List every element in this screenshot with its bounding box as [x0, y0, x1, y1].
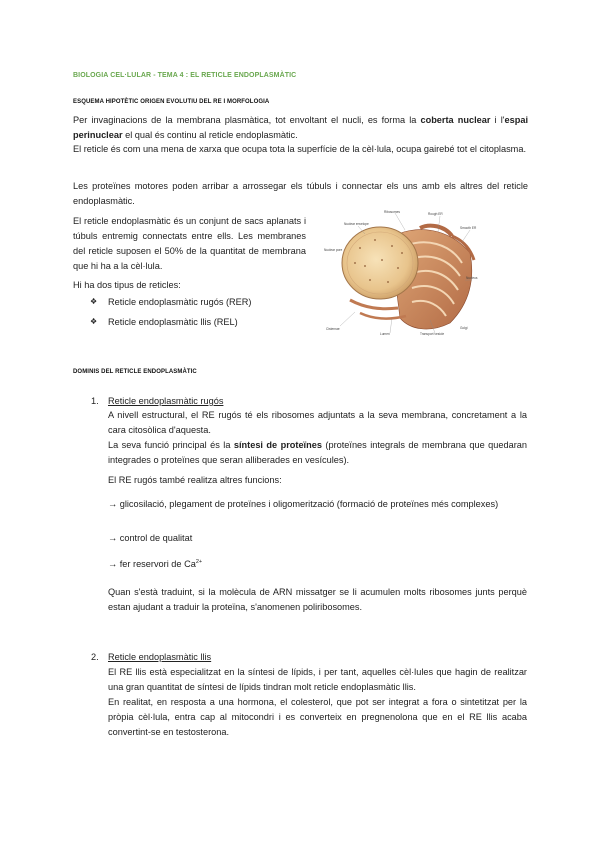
list-number: 2.: [91, 652, 99, 662]
list-item-text: Reticle endoplasmàtic llis (REL): [108, 317, 238, 327]
diamond-bullet-icon: ❖: [90, 317, 98, 326]
text-run: → fer reservori de Ca: [108, 559, 196, 570]
er-illustration-svg: [320, 208, 480, 338]
superscript: 2+: [195, 559, 203, 565]
paragraph-rer-function: [108, 438, 527, 468]
text-run: Per invaginacions de la membrana plasmàtica, tot envoltant el nucli, es forma la: [73, 115, 421, 125]
paragraph-rer-structure: A nivell estructural, el RE rugós té els ribosomes adjuntats a la seva membrana, concretament a la cara citosòlica d'aquesta.: [108, 410, 527, 435]
list-number: 1.: [91, 396, 99, 406]
paragraph-sacs-tubules: El reticle endoplasmàtic és un conjunt de sacs aplanats i túbuls entremig connectats entre ells. Les membranes del reticle suposen el 50% de la quantitat de membrana que hi ha a la cèl·lula.: [73, 216, 306, 271]
function-glycosylation: → glicosilació, plegament de proteïnes i oligomerització (formació de proteïnes més complexes): [108, 499, 499, 509]
function-calcium-reservoir: [108, 555, 527, 572]
text-run: (proteïnes integrals de membrana que quedaran integrades o proteïnes que seran alliberades en vesícules).: [108, 440, 527, 465]
er-illustration: [320, 208, 480, 338]
nucleus: [342, 227, 418, 299]
list-item: [90, 312, 310, 332]
document-title: BIOLOGIA CEL·LULAR - TEMA 4 : EL RETICLE ENDOPLASMÀTIC: [73, 72, 297, 79]
subheading-smooth-er: Reticle endoplasmàtic llis: [108, 652, 212, 662]
paragraph-rel-lipids: El RE llis està especialitzat en la síntesi de lípids, i per tant, aquelles cèl·lules que hagin de realitzar una gran quantitat de síntesi de lípids tindran molt reticle endoplasmàtic llis.: [108, 667, 527, 692]
paragraph-motor-proteins: Les proteïnes motores poden arribar a arrossegar els túbuls i connectar els uns amb els altres del reticle endoplasmàtic.: [73, 181, 528, 206]
types-intro: Hi ha dos tipus de reticles:: [73, 280, 181, 290]
figure-label: Lumen: [380, 332, 390, 336]
figure-label: Nuclear pore: [324, 248, 343, 252]
figure-label: Transport vesicle: [420, 332, 445, 336]
paragraph-rel-hormone: En realitat, en resposta a una hormona, el colesterol, que pot ser integrat a fora o sintetitzat per la pròpia cèl·lula, entra cap al mitocondri i es converteix en pregnenolona que en el RE llis acaba convertint-se en testosterona.: [108, 697, 527, 737]
text-run: i l': [490, 115, 505, 125]
list-item: [90, 292, 310, 312]
paragraph-polyribosomes: Quan s'està traduint, si la molècula de ARN missatger se li acumulen molts ribosomes junts perquè estan ajudant a traduir la proteïna, s'anomenen poliribosomes.: [108, 587, 527, 612]
bold-term-perinuclear-space: espai perinuclear: [73, 115, 528, 140]
section-heading-origin: ESQUEMA HIPOTÈTIC ORIGEN EVOLUTIU DEL RE I MORFOLOGIA: [73, 99, 270, 105]
figure-label: Cisternae: [326, 327, 340, 331]
er-types-list: [90, 292, 310, 332]
figure-label: Rough ER: [428, 212, 443, 216]
subheading-rough-er: Reticle endoplasmàtic rugós: [108, 396, 224, 406]
figure-label: Ribosomes: [384, 210, 400, 214]
paragraph-network: El reticle és com una mena de xarxa que ocupa tota la superfície de la cèl·lula, ocupa gairebé tot el citoplasma.: [73, 144, 526, 154]
figure-label: Smooth ER: [460, 226, 477, 230]
paragraph-rer-other-functions: El RE rugós també realitza altres funcions:: [108, 475, 282, 485]
figure-label: Nuclear envelope: [344, 222, 369, 226]
bold-term-protein-synthesis: síntesi de proteïnes: [233, 440, 322, 450]
figure-label: Golgi: [460, 326, 468, 330]
paragraph-invaginations: [73, 113, 528, 143]
figure-label: Nucleus: [466, 276, 478, 280]
text-run: el qual és continu al reticle endoplasmàtic.: [122, 130, 298, 140]
diamond-bullet-icon: ❖: [90, 297, 98, 306]
list-item-text: Reticle endoplasmàtic rugós (RER): [108, 297, 252, 307]
bold-term-nuclear-envelope: coberta nuclear: [420, 115, 491, 125]
text-run: La seva funció principal és la: [108, 440, 234, 450]
function-quality-control: → control de qualitat: [108, 533, 193, 543]
section-heading-domains: DOMINIS DEL RETICLE ENDOPLASMÀTIC: [73, 369, 197, 375]
